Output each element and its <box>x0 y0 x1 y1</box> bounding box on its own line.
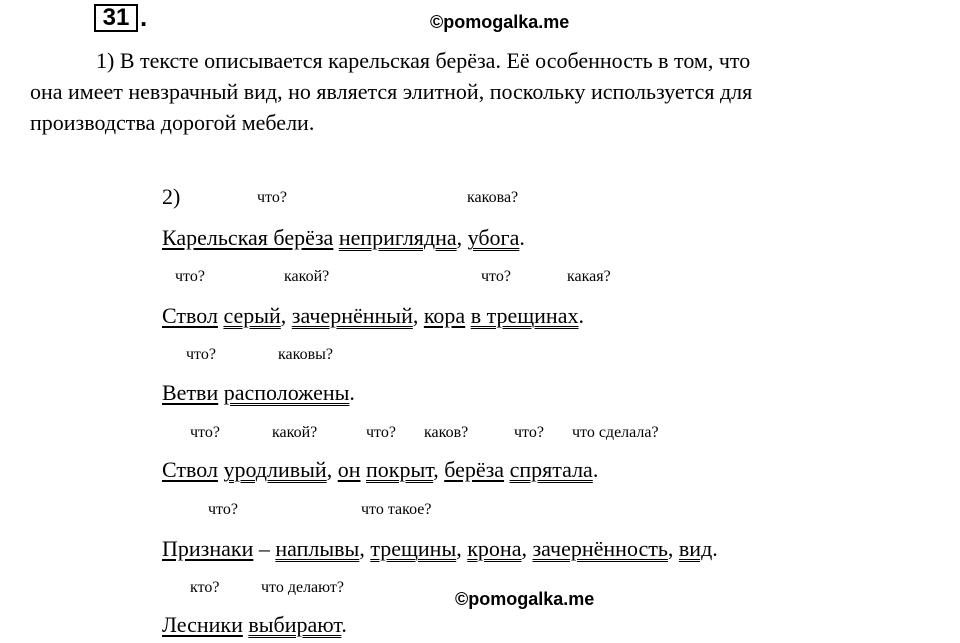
question-label: что? <box>514 424 544 441</box>
watermark-top: ©pomogalka.me <box>430 12 570 32</box>
subject: Ствол <box>162 457 218 482</box>
predicate: наплывы <box>275 536 360 561</box>
predicate: зачернённый <box>291 303 413 328</box>
question-label: что? <box>190 424 220 441</box>
question-label: что делают? <box>261 579 344 596</box>
predicate: зачернённость <box>532 536 668 561</box>
subject: Лесники <box>162 612 243 637</box>
subject: Ветви <box>162 380 219 405</box>
predicate: вид <box>678 536 713 561</box>
subject: берёза <box>444 457 505 482</box>
task-number: 31 <box>94 4 138 32</box>
sentence-5: Признаки – наплывы, трещины, крона, зачернённость, вид. <box>162 536 718 561</box>
question-label: что? <box>481 268 511 285</box>
question-label: что сделала? <box>572 424 659 441</box>
question-label: что? <box>257 189 287 206</box>
predicate: покрыт <box>365 457 434 482</box>
predicate: уродливый <box>223 457 327 482</box>
part2-label: 2) <box>162 184 181 209</box>
question-label: что? <box>366 424 396 441</box>
sentence-1: Карельская берёза неприглядна, убога. <box>162 225 525 250</box>
sentence-4: Ствол уродливый, он покрыт, берёза спрятала. <box>162 457 599 482</box>
question-label: какой? <box>272 424 318 441</box>
predicate: серый <box>223 303 281 328</box>
question-label: какая? <box>567 268 611 285</box>
predicate: в трещинах <box>470 303 579 328</box>
watermark-bottom: ©pomogalka.me <box>455 589 595 609</box>
sentence-2: Ствол серый, зачернённый, кора в трещинах. <box>162 303 584 328</box>
subject: Карельская берёза <box>162 225 334 250</box>
part1-line3: производства дорогой мебели. <box>30 110 315 135</box>
predicate: выбирают <box>248 612 342 637</box>
question-label: каковы? <box>278 346 333 363</box>
predicate: убога <box>467 225 520 250</box>
part1-line1: 1) В тексте описывается карельская берёза. Её особенность в том, что <box>96 48 751 73</box>
question-label: какой? <box>284 268 330 285</box>
question-label: что? <box>186 346 216 363</box>
predicate: расположены <box>223 380 350 405</box>
predicate: трещины <box>370 536 457 561</box>
sentence-6: Лесники выбирают. <box>162 612 347 637</box>
predicate: крона <box>467 536 522 561</box>
subject: Признаки <box>162 536 254 561</box>
question-label: что такое? <box>361 501 432 518</box>
question-label: что? <box>208 501 238 518</box>
question-label: что? <box>175 268 205 285</box>
part1-line2: она имеет невзрачный вид, но является элитной, поскольку используется для <box>30 79 753 104</box>
subject: кора <box>423 303 466 328</box>
task-number-dot: . <box>140 2 148 32</box>
subject: Ствол <box>162 303 218 328</box>
predicate: спрятала <box>509 457 593 482</box>
subject: он <box>337 457 361 482</box>
predicate: неприглядна <box>338 225 457 250</box>
question-label: каков? <box>424 424 469 441</box>
question-label: какова? <box>467 189 519 206</box>
sentence-3: Ветви расположены. <box>162 380 355 405</box>
question-label: кто? <box>190 579 220 596</box>
